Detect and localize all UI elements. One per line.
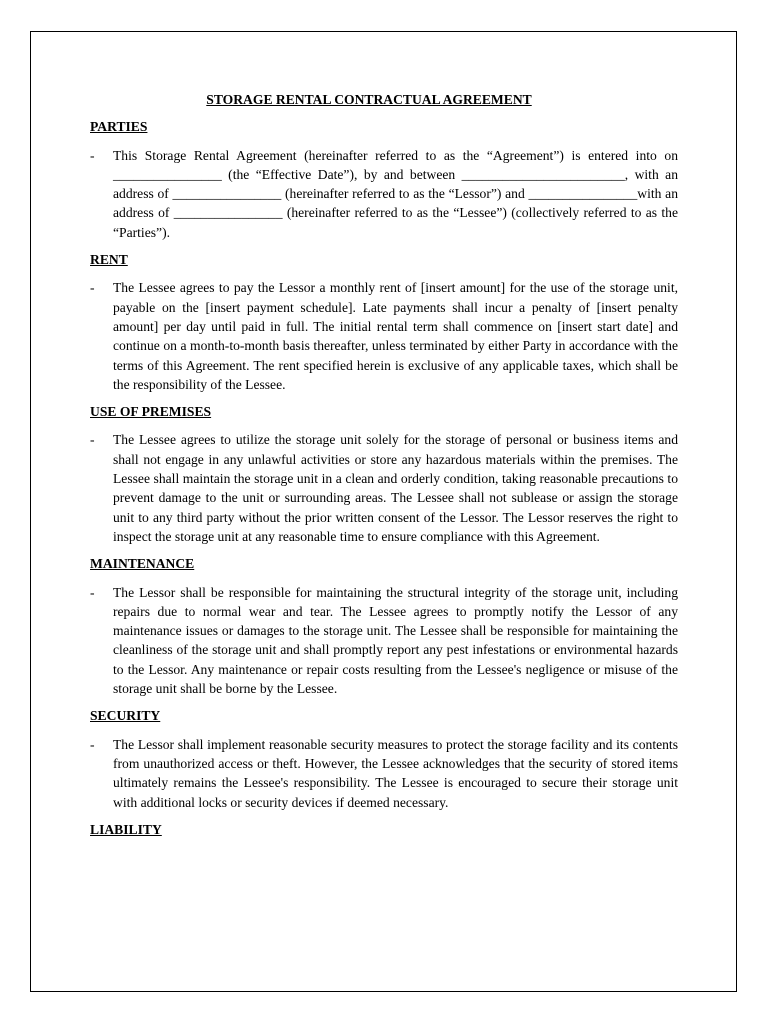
bullet-dash: - [90,147,95,163]
use-of-premises-text: The Lessee agrees to utilize the storage unit solely for the storage of personal or business items and shall not engage in any unlawful activities or store any hazardous materials within the premises. The Lessee shall maintain the storage unit in a clean and orderly condition, taking reasonable precautions to prevent damage to the unit or surrounding areas. The Lessee shall not sublease or assign the storage unit to any third party without the prior written consent of the Lessor. The Lessor reserves the right to inspect the storage unit at any reasonable time to ensure compliance with this Agreement. [113,432,678,544]
bullet-dash: - [90,280,95,296]
bullet-dash: - [90,736,95,752]
section-heading-liability: LIABILITY [90,821,162,837]
use-of-premises-paragraph [60,430,678,546]
bullet-dash: - [90,432,95,448]
parties-paragraph [60,146,678,242]
section-heading-rent: RENT [90,252,128,268]
security-paragraph [60,735,678,812]
section-heading-parties: PARTIES [90,119,148,135]
section-heading-use-of-premises: USE OF PREMISES [90,404,212,420]
document-body [60,90,678,848]
maintenance-text: The Lessor shall be responsible for maintaining the structural integrity of the storage unit, including repairs due to normal wear and tear. The Lessee agrees to promptly notify the Lessor of any maintenance issues or damages to the storage unit. The Lessee shall be responsible for maintaining the cleanliness of the storage unit and shall promptly report any pest infestations or environmental hazards to the Lessor. Any maintenance or repair costs resulting from the Lessee's negligence or misuse of the storage unit shall be borne by the Lessee. [113,584,678,697]
section-heading-security: SECURITY [90,708,161,724]
rent-paragraph [60,278,678,394]
security-text: The Lessor shall implement reasonable security measures to protect the storage facility and its contents from unauthorized access or theft. However, the Lessee acknowledges that the security of stored items ultimately remains the Lessee's responsibility. The Lessee is encouraged to secure their storage unit with additional locks or security devices if deemed necessary. [113,736,678,810]
bullet-dash: - [90,584,95,600]
rent-text: The Lessee agrees to pay the Lessor a monthly rent of [insert amount] for the use of the storage unit, payable on the [insert payment schedule]. Late payments shall incur a penalty of [insert penalty amount] per day until paid in full. The initial rental term shall commence on [insert start date] and continue on a month-to-month basis thereafter, unless terminated by either Party in accordance with the terms of this Agreement. The rent specified herein is exclusive of any applicable taxes, which shall be the responsibility of the Lessee. [113,280,678,392]
document-title: STORAGE RENTAL CONTRACTUAL AGREEMENT [206,92,532,107]
parties-text: This Storage Rental Agreement (hereinafter referred to as the “Agreement”) is entered into on ________________ (the “Effective Date”), by and between ________________________, with an address of ________________ (hereinafter referred to as the “Lessor”) and ________________with an address of ________________ (hereinafter referred to as the “Lessee”) (collectively referred to as the “Parties”). [113,147,678,240]
section-heading-maintenance: MAINTENANCE [90,556,195,572]
maintenance-paragraph [60,583,678,699]
